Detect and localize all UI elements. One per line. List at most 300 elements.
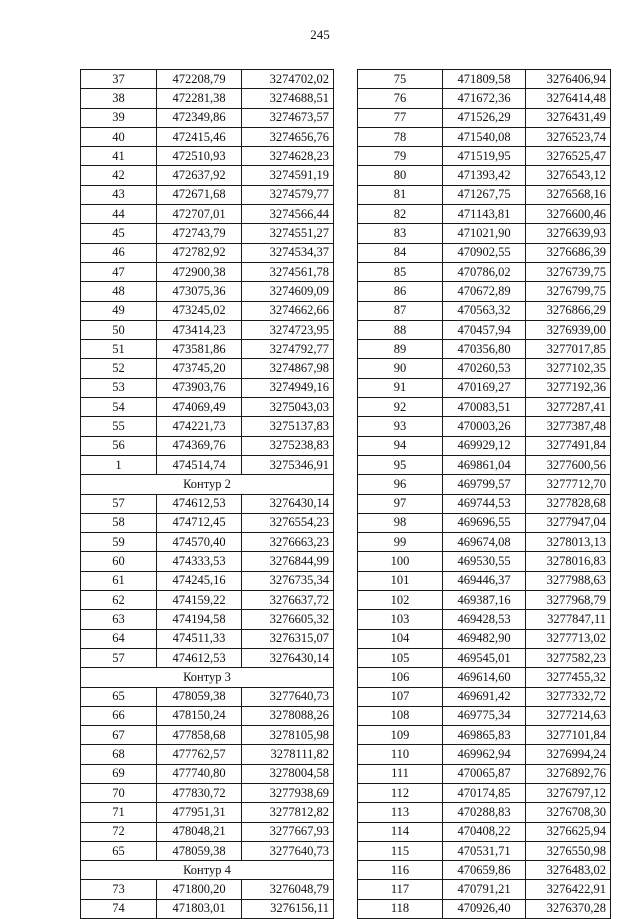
y-coordinate: 3274673,57 — [242, 108, 334, 127]
table-row — [81, 803, 334, 822]
x-coordinate: 469446,37 — [443, 571, 526, 590]
y-coordinate: 3276866,29 — [526, 301, 611, 320]
x-coordinate: 470174,85 — [443, 783, 526, 802]
y-coordinate: 3277712,70 — [526, 475, 611, 494]
contour-header-row — [81, 861, 334, 880]
table-row — [81, 262, 334, 281]
x-coordinate: 470003,26 — [443, 417, 526, 436]
point-number: 80 — [358, 166, 443, 185]
point-number: 62 — [81, 591, 157, 610]
y-coordinate: 3277640,73 — [242, 687, 334, 706]
y-coordinate: 3274609,09 — [242, 282, 334, 301]
table-row — [358, 803, 611, 822]
x-coordinate: 470288,83 — [443, 803, 526, 822]
table-row — [358, 899, 611, 918]
y-coordinate: 3276939,00 — [526, 320, 611, 339]
x-coordinate: 472415,46 — [157, 127, 242, 146]
y-coordinate: 3276370,28 — [526, 899, 611, 918]
y-coordinate: 3276686,39 — [526, 243, 611, 262]
table-row — [358, 687, 611, 706]
x-coordinate: 474612,53 — [157, 648, 242, 667]
y-coordinate: 3274867,98 — [242, 359, 334, 378]
point-number: 85 — [358, 262, 443, 281]
point-number: 71 — [81, 803, 157, 822]
x-coordinate: 478059,38 — [157, 687, 242, 706]
x-coordinate: 469775,34 — [443, 706, 526, 725]
x-coordinate: 471267,75 — [443, 185, 526, 204]
y-coordinate: 3276735,34 — [242, 571, 334, 590]
y-coordinate: 3276048,79 — [242, 880, 334, 899]
table-row — [81, 687, 334, 706]
table-row — [358, 861, 611, 880]
x-coordinate: 471526,29 — [443, 108, 526, 127]
table-row — [81, 571, 334, 590]
x-coordinate: 474514,74 — [157, 455, 242, 474]
x-coordinate: 470356,80 — [443, 340, 526, 359]
point-number: 112 — [358, 783, 443, 802]
point-number: 99 — [358, 533, 443, 552]
x-coordinate: 471143,81 — [443, 205, 526, 224]
x-coordinate: 472782,92 — [157, 243, 242, 262]
point-number: 105 — [358, 648, 443, 667]
y-coordinate: 3276422,91 — [526, 880, 611, 899]
contour-header: Контур 2 — [81, 475, 334, 494]
point-number: 81 — [358, 185, 443, 204]
point-number: 84 — [358, 243, 443, 262]
point-number: 52 — [81, 359, 157, 378]
table-row — [358, 610, 611, 629]
point-number: 69 — [81, 764, 157, 783]
y-coordinate: 3277101,84 — [526, 726, 611, 745]
point-number: 118 — [358, 899, 443, 918]
table-row — [81, 455, 334, 474]
point-number: 94 — [358, 436, 443, 455]
point-number: 58 — [81, 513, 157, 532]
point-number: 65 — [81, 841, 157, 860]
x-coordinate: 471393,42 — [443, 166, 526, 185]
point-number: 95 — [358, 455, 443, 474]
point-number: 103 — [358, 610, 443, 629]
table-row — [358, 262, 611, 281]
point-number: 61 — [81, 571, 157, 590]
table-row — [81, 822, 334, 841]
x-coordinate: 470563,32 — [443, 301, 526, 320]
table-row — [358, 417, 611, 436]
y-coordinate: 3278016,83 — [526, 552, 611, 571]
y-coordinate: 3274792,77 — [242, 340, 334, 359]
point-number: 55 — [81, 417, 157, 436]
table-row — [81, 243, 334, 262]
point-number: 47 — [81, 262, 157, 281]
y-coordinate: 3278004,58 — [242, 764, 334, 783]
table-row — [358, 764, 611, 783]
y-coordinate: 3274534,37 — [242, 243, 334, 262]
x-coordinate: 472349,86 — [157, 108, 242, 127]
table-row — [358, 320, 611, 339]
point-number: 49 — [81, 301, 157, 320]
y-coordinate: 3276600,46 — [526, 205, 611, 224]
x-coordinate: 472637,92 — [157, 166, 242, 185]
x-coordinate: 474245,16 — [157, 571, 242, 590]
y-coordinate: 3277192,36 — [526, 378, 611, 397]
table-row — [81, 417, 334, 436]
table-row — [81, 127, 334, 146]
table-row — [358, 629, 611, 648]
point-number: 88 — [358, 320, 443, 339]
point-number: 37 — [81, 70, 157, 89]
point-number: 92 — [358, 398, 443, 417]
x-coordinate: 474570,40 — [157, 533, 242, 552]
point-number: 68 — [81, 745, 157, 764]
table-row — [81, 378, 334, 397]
x-coordinate: 471540,08 — [443, 127, 526, 146]
x-coordinate: 469614,60 — [443, 668, 526, 687]
table-row — [358, 475, 611, 494]
table-row — [81, 147, 334, 166]
x-coordinate: 474221,73 — [157, 417, 242, 436]
table-row — [358, 398, 611, 417]
point-number: 79 — [358, 147, 443, 166]
table-row — [81, 552, 334, 571]
y-coordinate: 3276892,76 — [526, 764, 611, 783]
point-number: 41 — [81, 147, 157, 166]
y-coordinate: 3277582,23 — [526, 648, 611, 667]
x-coordinate: 474511,33 — [157, 629, 242, 648]
point-number: 1 — [81, 455, 157, 474]
y-coordinate: 3276797,12 — [526, 783, 611, 802]
table-row — [358, 494, 611, 513]
x-coordinate: 470531,71 — [443, 841, 526, 860]
y-coordinate: 3277847,11 — [526, 610, 611, 629]
x-coordinate: 473745,20 — [157, 359, 242, 378]
y-coordinate: 3276844,99 — [242, 552, 334, 571]
table-row — [81, 301, 334, 320]
point-number: 59 — [81, 533, 157, 552]
table-row — [358, 243, 611, 262]
x-coordinate: 469387,16 — [443, 591, 526, 610]
x-coordinate: 474369,76 — [157, 436, 242, 455]
x-coordinate: 469865,83 — [443, 726, 526, 745]
table-row — [358, 591, 611, 610]
y-coordinate: 3277600,56 — [526, 455, 611, 474]
y-coordinate: 3277287,41 — [526, 398, 611, 417]
x-coordinate: 469962,94 — [443, 745, 526, 764]
point-number: 57 — [81, 648, 157, 667]
point-number: 75 — [358, 70, 443, 89]
point-number: 116 — [358, 861, 443, 880]
y-coordinate: 3274591,19 — [242, 166, 334, 185]
point-number: 64 — [81, 629, 157, 648]
point-number: 90 — [358, 359, 443, 378]
x-coordinate: 473414,23 — [157, 320, 242, 339]
y-coordinate: 3276543,12 — [526, 166, 611, 185]
table-row — [81, 359, 334, 378]
y-coordinate: 3276525,47 — [526, 147, 611, 166]
x-coordinate: 472281,38 — [157, 89, 242, 108]
table-row — [81, 899, 334, 918]
table-row — [358, 880, 611, 899]
x-coordinate: 473903,76 — [157, 378, 242, 397]
x-coordinate: 470926,40 — [443, 899, 526, 918]
y-coordinate: 3276799,75 — [526, 282, 611, 301]
x-coordinate: 470083,51 — [443, 398, 526, 417]
point-number: 76 — [358, 89, 443, 108]
point-number: 40 — [81, 127, 157, 146]
point-number: 100 — [358, 552, 443, 571]
coordinates-table-left — [80, 69, 334, 919]
y-coordinate: 3276625,94 — [526, 822, 611, 841]
table-row — [81, 513, 334, 532]
point-number: 39 — [81, 108, 157, 127]
x-coordinate: 471800,20 — [157, 880, 242, 899]
x-coordinate: 477951,31 — [157, 803, 242, 822]
table-row — [358, 841, 611, 860]
y-coordinate: 3277017,85 — [526, 340, 611, 359]
y-coordinate: 3276739,75 — [526, 262, 611, 281]
x-coordinate: 474712,45 — [157, 513, 242, 532]
coordinates-table-right — [357, 69, 611, 919]
x-coordinate: 469744,53 — [443, 494, 526, 513]
table-row — [81, 610, 334, 629]
point-number: 93 — [358, 417, 443, 436]
y-coordinate: 3277455,32 — [526, 668, 611, 687]
y-coordinate: 3278105,98 — [242, 726, 334, 745]
point-number: 45 — [81, 224, 157, 243]
point-number: 104 — [358, 629, 443, 648]
point-number: 56 — [81, 436, 157, 455]
point-number: 96 — [358, 475, 443, 494]
point-number: 73 — [81, 880, 157, 899]
table-row — [81, 224, 334, 243]
point-number: 82 — [358, 205, 443, 224]
table-row — [81, 726, 334, 745]
y-coordinate: 3277214,63 — [526, 706, 611, 725]
y-coordinate: 3275238,83 — [242, 436, 334, 455]
table-row — [81, 89, 334, 108]
table-row — [358, 166, 611, 185]
table-row — [358, 571, 611, 590]
y-coordinate: 3277332,72 — [526, 687, 611, 706]
point-number: 48 — [81, 282, 157, 301]
y-coordinate: 3275137,83 — [242, 417, 334, 436]
table-row — [81, 70, 334, 89]
x-coordinate: 474069,49 — [157, 398, 242, 417]
x-coordinate: 470791,21 — [443, 880, 526, 899]
x-coordinate: 474159,22 — [157, 591, 242, 610]
table-row — [358, 108, 611, 127]
x-coordinate: 473581,86 — [157, 340, 242, 359]
table-row — [358, 668, 611, 687]
point-number: 83 — [358, 224, 443, 243]
table-row — [358, 513, 611, 532]
page-number: 245 — [310, 27, 330, 42]
table-row — [81, 629, 334, 648]
y-coordinate: 3276708,30 — [526, 803, 611, 822]
y-coordinate: 3276550,98 — [526, 841, 611, 860]
x-coordinate: 472208,79 — [157, 70, 242, 89]
point-number: 77 — [358, 108, 443, 127]
x-coordinate: 472900,38 — [157, 262, 242, 281]
x-coordinate: 473075,36 — [157, 282, 242, 301]
table-row — [358, 205, 611, 224]
table-row — [81, 166, 334, 185]
x-coordinate: 469799,57 — [443, 475, 526, 494]
y-coordinate: 3278111,82 — [242, 745, 334, 764]
y-coordinate: 3276414,48 — [526, 89, 611, 108]
point-number: 70 — [81, 783, 157, 802]
y-coordinate: 3275043,03 — [242, 398, 334, 417]
y-coordinate: 3276430,14 — [242, 494, 334, 513]
table-row — [358, 648, 611, 667]
x-coordinate: 470672,89 — [443, 282, 526, 301]
x-coordinate: 471803,01 — [157, 899, 242, 918]
point-number: 78 — [358, 127, 443, 146]
y-coordinate: 3276605,32 — [242, 610, 334, 629]
contour-header: Контур 4 — [81, 861, 334, 880]
x-coordinate: 474333,53 — [157, 552, 242, 571]
point-number: 115 — [358, 841, 443, 860]
y-coordinate: 3274628,23 — [242, 147, 334, 166]
point-number: 98 — [358, 513, 443, 532]
x-coordinate: 477762,57 — [157, 745, 242, 764]
x-coordinate: 469428,53 — [443, 610, 526, 629]
point-number: 72 — [81, 822, 157, 841]
x-coordinate: 478150,24 — [157, 706, 242, 725]
point-number: 51 — [81, 340, 157, 359]
point-number: 86 — [358, 282, 443, 301]
y-coordinate: 3277947,04 — [526, 513, 611, 532]
point-number: 108 — [358, 706, 443, 725]
y-coordinate: 3277640,73 — [242, 841, 334, 860]
y-coordinate: 3275346,91 — [242, 455, 334, 474]
point-number: 109 — [358, 726, 443, 745]
x-coordinate: 471672,36 — [443, 89, 526, 108]
table-row — [358, 340, 611, 359]
point-number: 117 — [358, 880, 443, 899]
y-coordinate: 3274702,02 — [242, 70, 334, 89]
x-coordinate: 470457,94 — [443, 320, 526, 339]
point-number: 53 — [81, 378, 157, 397]
x-coordinate: 477830,72 — [157, 783, 242, 802]
point-number: 113 — [358, 803, 443, 822]
point-number: 89 — [358, 340, 443, 359]
table-row — [358, 783, 611, 802]
y-coordinate: 3274561,78 — [242, 262, 334, 281]
point-number: 101 — [358, 571, 443, 590]
table-row — [358, 282, 611, 301]
x-coordinate: 469530,55 — [443, 552, 526, 571]
table-row — [358, 378, 611, 397]
table-row — [81, 340, 334, 359]
x-coordinate: 472671,68 — [157, 185, 242, 204]
table-row — [358, 224, 611, 243]
point-number: 44 — [81, 205, 157, 224]
point-number: 110 — [358, 745, 443, 764]
point-number: 87 — [358, 301, 443, 320]
contour-header: Контур 3 — [81, 668, 334, 687]
y-coordinate: 3274656,76 — [242, 127, 334, 146]
y-coordinate: 3276156,11 — [242, 899, 334, 918]
x-coordinate: 469696,55 — [443, 513, 526, 532]
y-coordinate: 3274551,27 — [242, 224, 334, 243]
x-coordinate: 470902,55 — [443, 243, 526, 262]
table-row — [81, 205, 334, 224]
contour-header-row — [81, 475, 334, 494]
y-coordinate: 3276637,72 — [242, 591, 334, 610]
point-number: 106 — [358, 668, 443, 687]
table-row — [358, 359, 611, 378]
y-coordinate: 3276554,23 — [242, 513, 334, 532]
point-number: 91 — [358, 378, 443, 397]
point-number: 97 — [358, 494, 443, 513]
x-coordinate: 477858,68 — [157, 726, 242, 745]
point-number: 63 — [81, 610, 157, 629]
table-row — [81, 436, 334, 455]
table-row — [358, 89, 611, 108]
point-number: 57 — [81, 494, 157, 513]
point-number: 46 — [81, 243, 157, 262]
x-coordinate: 473245,02 — [157, 301, 242, 320]
x-coordinate: 477740,80 — [157, 764, 242, 783]
x-coordinate: 470260,53 — [443, 359, 526, 378]
y-coordinate: 3276431,49 — [526, 108, 611, 127]
point-number: 43 — [81, 185, 157, 204]
table-row — [358, 70, 611, 89]
x-coordinate: 472743,79 — [157, 224, 242, 243]
point-number: 65 — [81, 687, 157, 706]
table-row — [358, 436, 611, 455]
table-row — [81, 764, 334, 783]
y-coordinate: 3278088,26 — [242, 706, 334, 725]
point-number: 50 — [81, 320, 157, 339]
table-row — [81, 880, 334, 899]
x-coordinate: 478059,38 — [157, 841, 242, 860]
y-coordinate: 3277828,68 — [526, 494, 611, 513]
table-row — [358, 185, 611, 204]
y-coordinate: 3277667,93 — [242, 822, 334, 841]
point-number: 54 — [81, 398, 157, 417]
table-row — [81, 648, 334, 667]
table-row — [358, 455, 611, 474]
y-coordinate: 3276994,24 — [526, 745, 611, 764]
x-coordinate: 470659,86 — [443, 861, 526, 880]
x-coordinate: 470408,22 — [443, 822, 526, 841]
table-row — [81, 745, 334, 764]
point-number: 42 — [81, 166, 157, 185]
point-number: 66 — [81, 706, 157, 725]
y-coordinate: 3274662,66 — [242, 301, 334, 320]
y-coordinate: 3277387,48 — [526, 417, 611, 436]
x-coordinate: 469691,42 — [443, 687, 526, 706]
y-coordinate: 3277713,02 — [526, 629, 611, 648]
y-coordinate: 3276663,23 — [242, 533, 334, 552]
table-row — [358, 147, 611, 166]
x-coordinate: 474194,58 — [157, 610, 242, 629]
table-row — [81, 108, 334, 127]
table-row — [358, 127, 611, 146]
point-number: 38 — [81, 89, 157, 108]
table-row — [81, 783, 334, 802]
y-coordinate: 3274579,77 — [242, 185, 334, 204]
y-coordinate: 3277491,84 — [526, 436, 611, 455]
y-coordinate: 3274723,95 — [242, 320, 334, 339]
point-number: 102 — [358, 591, 443, 610]
y-coordinate: 3276523,74 — [526, 127, 611, 146]
table-row — [358, 726, 611, 745]
table-row — [81, 591, 334, 610]
y-coordinate: 3277102,35 — [526, 359, 611, 378]
y-coordinate: 3274566,44 — [242, 205, 334, 224]
